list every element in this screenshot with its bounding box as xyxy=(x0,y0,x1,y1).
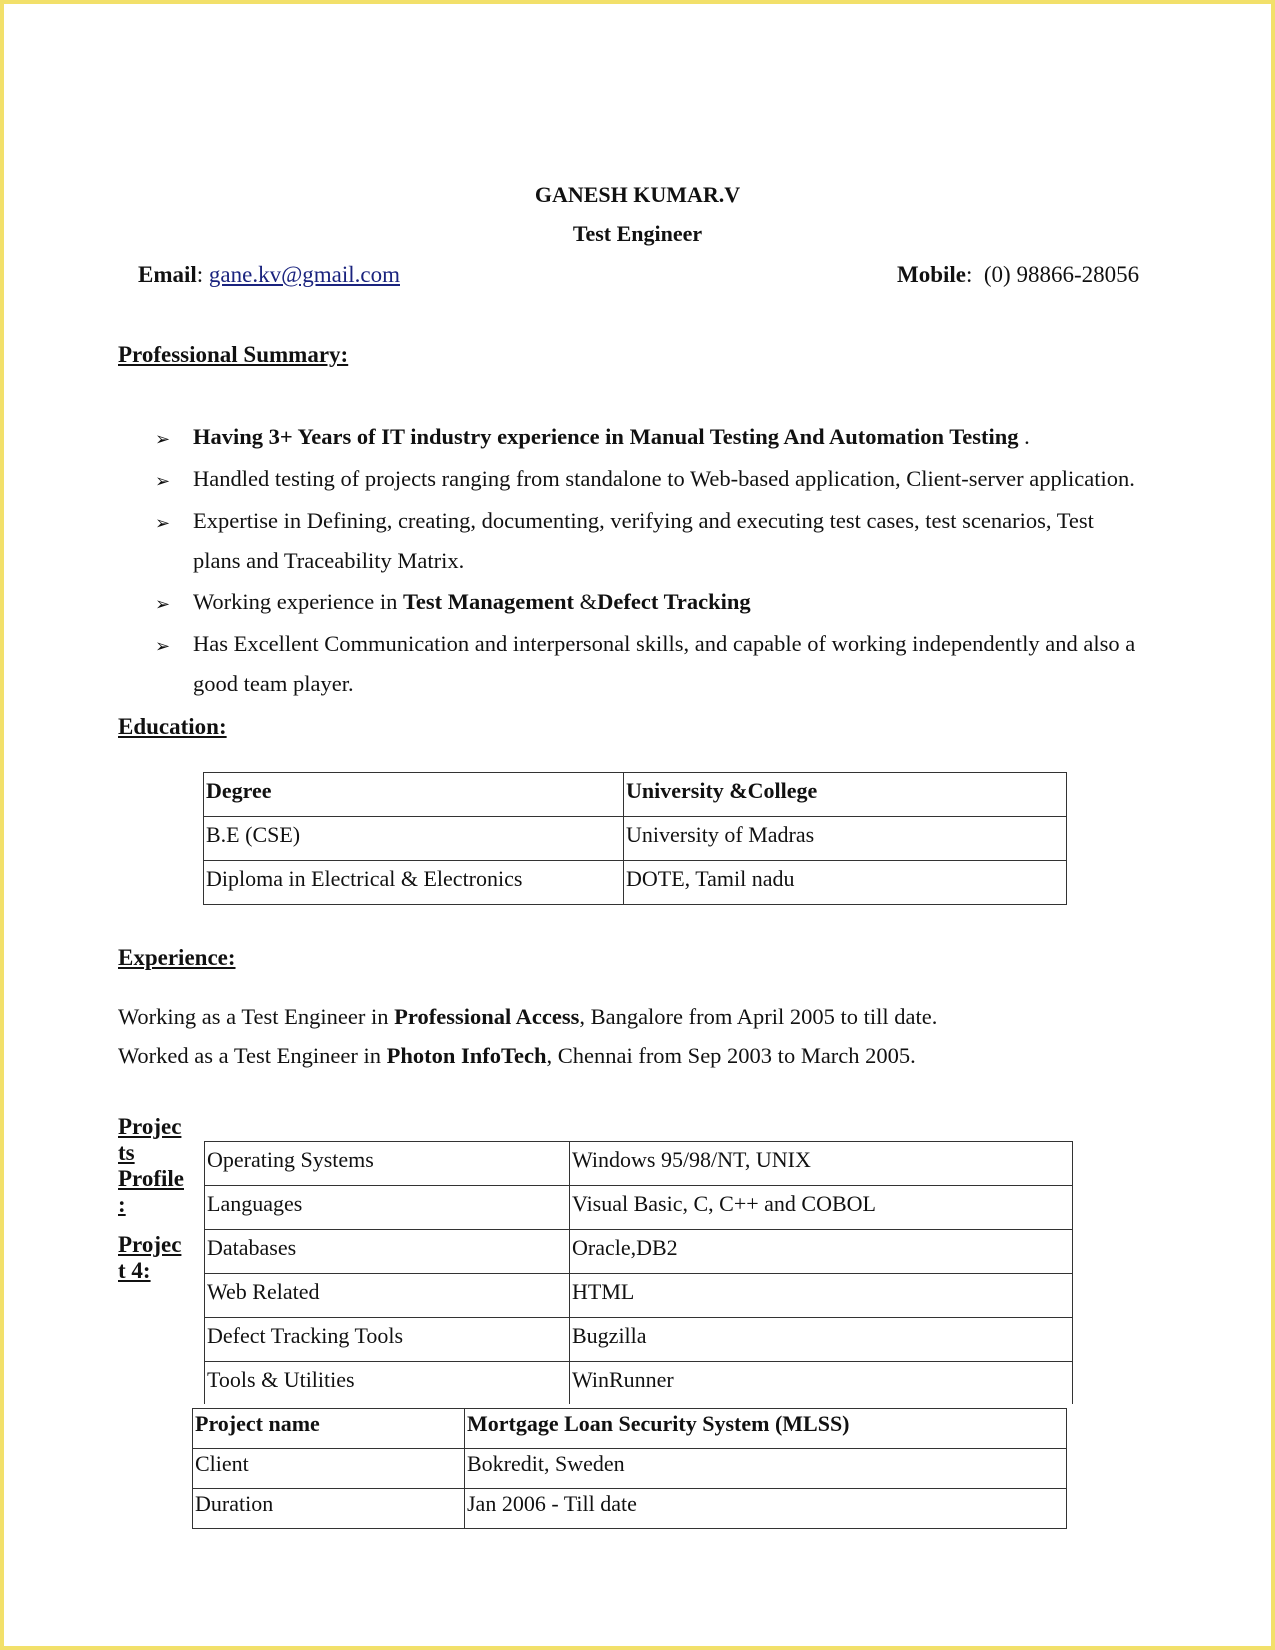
mobile-line: Mobile: (0) 98866-28056 xyxy=(897,262,1140,287)
table-cell: Languages xyxy=(205,1186,570,1230)
candidate-name: GANESH KUMAR.V xyxy=(534,182,741,207)
experience-heading: Experience: xyxy=(118,945,236,970)
summary-bullet-1-tail: . xyxy=(1018,424,1030,449)
table-cell: Defect Tracking Tools xyxy=(205,1318,570,1362)
education-header-degree: Degree xyxy=(204,773,624,817)
summary-bullet-5-line-1: Has Excellent Communication and interpersonal skills, and capable of working independently and also a xyxy=(193,631,1136,656)
summary-bullet-2: Handled testing of projects ranging from standalone to Web-based application, Client-server application. xyxy=(193,466,1135,491)
summary-bullet-4-pre: Working experience in xyxy=(193,589,403,614)
table-cell: DOTE, Tamil nadu xyxy=(624,861,1067,905)
summary-bullet-4-bold-2: Defect Tracking xyxy=(597,589,751,614)
table-cell: Project name xyxy=(193,1409,465,1449)
arrow-bullet-icon: ➢ xyxy=(155,594,171,615)
experience-line-2-post: , Chennai from Sep 2003 to March 2005. xyxy=(546,1043,916,1068)
education-table xyxy=(203,772,1067,905)
summary-bullet-1 xyxy=(193,424,1030,450)
arrow-bullet-icon: ➢ xyxy=(155,636,171,657)
table-cell: Bokredit, Sweden xyxy=(465,1449,1067,1489)
mobile-value: (0) 98866-28056 xyxy=(983,262,1140,287)
experience-line-1-post: , Bangalore from April 2005 to till date. xyxy=(579,1004,938,1029)
experience-line-2-pre: Worked as a Test Engineer in xyxy=(118,1043,387,1068)
arrow-bullet-icon: ➢ xyxy=(155,429,171,450)
projects-profile-heading-line: Projec xyxy=(118,1114,182,1139)
table-cell: Client xyxy=(193,1449,465,1489)
table-row xyxy=(205,1318,1073,1362)
summary-bullet-4-bold-1: Test Management xyxy=(402,589,575,614)
table-cell: Bugzilla xyxy=(570,1318,1073,1362)
table-cell: Oracle,DB2 xyxy=(570,1230,1073,1274)
table-cell: Web Related xyxy=(205,1274,570,1318)
table-cell: WinRunner xyxy=(570,1362,1073,1404)
experience-line-2 xyxy=(118,1043,916,1069)
arrow-bullet-icon: ➢ xyxy=(155,471,171,492)
table-row xyxy=(204,773,1067,817)
summary-bullet-3-line-2: plans and Traceability Matrix. xyxy=(193,548,465,573)
summary-bullet-1-text: Having 3+ Years of IT industry experience in Manual Testing And Automation Testing xyxy=(193,424,1019,449)
table-cell: HTML xyxy=(570,1274,1073,1318)
experience-line-1-pre: Working as a Test Engineer in xyxy=(118,1004,395,1029)
project-detail-table xyxy=(192,1408,1067,1529)
table-cell: Jan 2006 - Till date xyxy=(465,1489,1067,1529)
table-row xyxy=(193,1489,1067,1529)
table-row xyxy=(205,1186,1073,1230)
education-header-university: University &College xyxy=(624,773,1067,817)
table-cell: Tools & Utilities xyxy=(205,1362,570,1404)
email-link[interactable]: gane.kv@gmail.com xyxy=(208,262,400,287)
summary-bullet-4-mid: & xyxy=(574,589,598,614)
projects-profile-heading-line: ts xyxy=(118,1140,135,1165)
table-cell: Duration xyxy=(193,1489,465,1529)
project-4-heading-line: Projec xyxy=(118,1232,182,1257)
table-row xyxy=(205,1142,1073,1186)
table-cell: Visual Basic, C, C++ and COBOL xyxy=(570,1186,1073,1230)
table-cell: Diploma in Electrical & Electronics xyxy=(204,861,624,905)
table-row xyxy=(193,1409,1067,1449)
table-cell: Mortgage Loan Security System (MLSS) xyxy=(465,1409,1067,1449)
summary-bullet-5-line-2: good team player. xyxy=(193,671,354,696)
table-row xyxy=(204,817,1067,861)
table-cell: Databases xyxy=(205,1230,570,1274)
arrow-bullet-icon: ➢ xyxy=(155,513,171,534)
table-cell: Windows 95/98/NT, UNIX xyxy=(570,1142,1073,1186)
summary-bullet-4 xyxy=(193,589,751,615)
mobile-label: Mobile xyxy=(897,262,966,287)
table-row xyxy=(204,861,1067,905)
summary-heading: Professional Summary: xyxy=(118,342,349,367)
projects-profile-heading-line: : xyxy=(118,1192,126,1217)
table-row xyxy=(205,1274,1073,1318)
table-row xyxy=(193,1449,1067,1489)
experience-company-2: Photon InfoTech xyxy=(386,1043,547,1068)
education-heading: Education: xyxy=(118,714,227,739)
summary-bullet-3-line-1: Expertise in Defining, creating, documenting, verifying and executing test cases, test scenarios, Test xyxy=(193,508,1094,533)
email-label: Email xyxy=(138,262,197,287)
environment-table xyxy=(204,1141,1073,1404)
table-cell: University of Madras xyxy=(624,817,1067,861)
projects-profile-heading-line: Profile xyxy=(118,1166,184,1191)
table-row xyxy=(205,1230,1073,1274)
experience-company-1: Professional Access xyxy=(394,1004,580,1029)
table-row xyxy=(205,1362,1073,1404)
experience-line-1 xyxy=(118,1004,937,1030)
candidate-role: Test Engineer xyxy=(572,221,703,246)
table-cell: Operating Systems xyxy=(205,1142,570,1186)
table-cell: B.E (CSE) xyxy=(204,817,624,861)
project-4-heading-line: t 4: xyxy=(118,1258,151,1283)
email-line: Email: gane.kv@gmail.com xyxy=(138,262,400,287)
project-4-heading xyxy=(118,1232,181,1284)
projects-profile-heading xyxy=(118,1114,184,1218)
